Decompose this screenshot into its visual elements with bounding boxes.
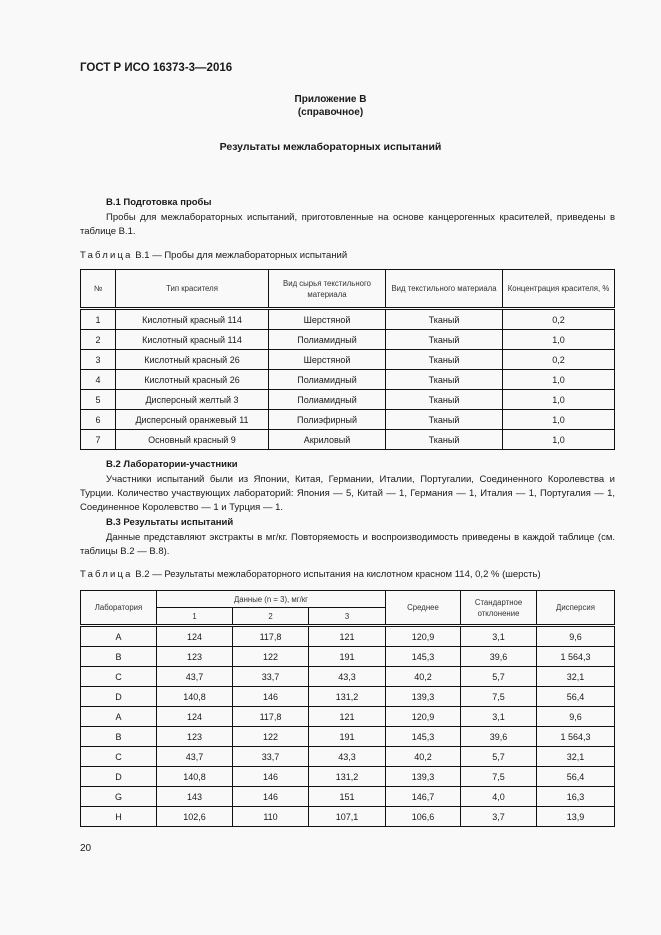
- section-b1-text-content: Пробы для межлабораторных испытаний, приготовленные на основе канцерогенных красителей, приведены в таблице В.1.: [80, 212, 615, 237]
- table-cell: Кислотный красный 114: [116, 309, 269, 330]
- section-b2-text-content: Участники испытаний были из Японии, Китая, Германии, Италии, Португалии, Соединенного Королевства и Турции. Количество участвующих лабораторий: Япония — 5, Китай — 1, Германия — 1, Италия — 1, Португалия — 1, Соединенное Королевство — 1 и Турция — 1.: [80, 474, 615, 513]
- table-cell: 139,3: [386, 687, 461, 707]
- table-cell: 16,3: [537, 787, 615, 807]
- table-b2-header-lab: Лаборатория: [81, 591, 157, 626]
- table-cell: 2: [81, 330, 116, 350]
- table-cell: 3: [81, 350, 116, 370]
- table-cell: 140,8: [157, 687, 233, 707]
- table-cell: Тканый: [386, 390, 503, 410]
- table-cell: 1 564,3: [537, 727, 615, 747]
- table-b1-row: [81, 370, 615, 390]
- table-b1-header: Концентрация красителя, %: [503, 270, 615, 309]
- table-cell: 140,8: [157, 767, 233, 787]
- table-b2-row: [81, 787, 615, 807]
- table-b2-caption-prefix: Таблица: [80, 569, 133, 580]
- table-cell: 146: [233, 787, 309, 807]
- table-b2-row: [81, 647, 615, 667]
- table-cell: 0,2: [503, 350, 615, 370]
- table-cell: Кислотный красный 114: [116, 330, 269, 350]
- table-cell: 121: [309, 707, 386, 727]
- table-b1-caption-prefix: Таблица: [80, 250, 133, 261]
- table-cell: 191: [309, 647, 386, 667]
- table-cell: 40,2: [386, 667, 461, 687]
- table-cell: 122: [233, 727, 309, 747]
- table-cell: 7: [81, 430, 116, 450]
- table-cell: 9,6: [537, 707, 615, 727]
- table-cell: C: [81, 747, 157, 767]
- table-cell: 33,7: [233, 667, 309, 687]
- table-cell: 32,1: [537, 667, 615, 687]
- table-cell: H: [81, 807, 157, 827]
- table-cell: 56,4: [537, 767, 615, 787]
- table-cell: 0,2: [503, 309, 615, 330]
- section-b3-text: [80, 531, 615, 559]
- table-cell: 1,0: [503, 330, 615, 350]
- table-cell: Тканый: [386, 309, 503, 330]
- table-b2-header-row: [81, 591, 615, 608]
- table-b2-header-variance: Дисперсия: [537, 591, 615, 626]
- section-b3-heading: В.3 Результаты испытаний: [106, 517, 234, 528]
- table-cell: 123: [157, 727, 233, 747]
- table-cell: 121: [309, 626, 386, 647]
- table-cell: 145,3: [386, 647, 461, 667]
- table-b1-row: [81, 430, 615, 450]
- table-cell: 5: [81, 390, 116, 410]
- table-b2-header-std: Стандартное отклонение: [461, 591, 537, 626]
- table-b2-row: [81, 667, 615, 687]
- table-cell: 3,1: [461, 707, 537, 727]
- table-cell: 40,2: [386, 747, 461, 767]
- table-cell: 102,6: [157, 807, 233, 827]
- table-cell: 56,4: [537, 687, 615, 707]
- annex-title: Приложение В: [294, 94, 367, 105]
- section-b1-text: [80, 211, 615, 239]
- table-cell: 1 564,3: [537, 647, 615, 667]
- table-b2-row: [81, 767, 615, 787]
- section-b3-text-content: Данные представляют экстракты в мг/кг. Повторяемость и воспроизводимость приведены в каждой таблице (см. таблицы В.2 — В.8).: [80, 532, 615, 557]
- table-cell: 120,9: [386, 707, 461, 727]
- table-b1-row: [81, 410, 615, 430]
- table-b2-row: [81, 807, 615, 827]
- table-cell: Полиамидный: [269, 370, 386, 390]
- table-cell: 39,6: [461, 727, 537, 747]
- table-b1-row: [81, 350, 615, 370]
- table-cell: Полиамидный: [269, 390, 386, 410]
- annex-header: [0, 93, 661, 119]
- table-b1-row: [81, 390, 615, 410]
- table-b2-subheader: 2: [233, 608, 309, 626]
- table-b1-caption: [80, 250, 347, 261]
- table-cell: 1: [81, 309, 116, 330]
- annex-subtitle: (справочное): [297, 107, 364, 118]
- table-b2-row: [81, 626, 615, 647]
- table-cell: Дисперсный оранжевый 11: [116, 410, 269, 430]
- table-cell: 117,8: [233, 626, 309, 647]
- table-cell: 1,0: [503, 390, 615, 410]
- table-cell: Кислотный красный 26: [116, 370, 269, 390]
- table-cell: 1,0: [503, 370, 615, 390]
- table-cell: 5,7: [461, 747, 537, 767]
- table-cell: Тканый: [386, 350, 503, 370]
- table-cell: 106,6: [386, 807, 461, 827]
- table-b2-row: [81, 707, 615, 727]
- table-cell: 191: [309, 727, 386, 747]
- table-cell: 131,2: [309, 767, 386, 787]
- table-b1: [80, 269, 615, 450]
- table-cell: 1,0: [503, 430, 615, 450]
- table-cell: 151: [309, 787, 386, 807]
- table-cell: 131,2: [309, 687, 386, 707]
- table-cell: 124: [157, 707, 233, 727]
- table-cell: Шерстяной: [269, 309, 386, 330]
- table-cell: 43,3: [309, 747, 386, 767]
- table-cell: 117,8: [233, 707, 309, 727]
- table-cell: Шерстяной: [269, 350, 386, 370]
- table-cell: A: [81, 707, 157, 727]
- table-cell: Тканый: [386, 330, 503, 350]
- table-cell: Тканый: [386, 430, 503, 450]
- table-cell: Тканый: [386, 370, 503, 390]
- table-cell: D: [81, 687, 157, 707]
- table-cell: 122: [233, 647, 309, 667]
- table-cell: 43,7: [157, 747, 233, 767]
- document-code: ГОСТ Р ИСО 16373-3—2016: [80, 62, 233, 74]
- section-b1-heading: В.1 Подготовка пробы: [106, 197, 212, 208]
- table-cell: Полиэфирный: [269, 410, 386, 430]
- table-cell: 6: [81, 410, 116, 430]
- table-b2-row: [81, 687, 615, 707]
- table-cell: 39,6: [461, 647, 537, 667]
- table-cell: 4: [81, 370, 116, 390]
- table-b2-subheader: 1: [157, 608, 233, 626]
- table-cell: 5,7: [461, 667, 537, 687]
- table-cell: 120,9: [386, 626, 461, 647]
- table-cell: 146: [233, 767, 309, 787]
- table-b1-header: Вид сырья текстильного материала: [269, 270, 386, 309]
- table-b1-header: №: [81, 270, 116, 309]
- table-cell: 43,3: [309, 667, 386, 687]
- table-b2-subheader: 3: [309, 608, 386, 626]
- table-cell: B: [81, 727, 157, 747]
- section-b2-heading: В.2 Лаборатории-участники: [106, 459, 238, 470]
- page-number: 20: [80, 843, 92, 854]
- table-cell: 13,9: [537, 807, 615, 827]
- table-cell: G: [81, 787, 157, 807]
- table-cell: 146: [233, 687, 309, 707]
- table-cell: Полиамидный: [269, 330, 386, 350]
- table-b2-row: [81, 727, 615, 747]
- table-cell: 110: [233, 807, 309, 827]
- table-cell: 32,1: [537, 747, 615, 767]
- table-cell: 4,0: [461, 787, 537, 807]
- table-cell: D: [81, 767, 157, 787]
- table-cell: 107,1: [309, 807, 386, 827]
- table-b1-row: [81, 309, 615, 330]
- table-b2-caption: [80, 569, 541, 580]
- table-cell: 145,3: [386, 727, 461, 747]
- table-cell: 7,5: [461, 687, 537, 707]
- table-cell: 7,5: [461, 767, 537, 787]
- table-b1-caption-text: В.1 — Пробы для межлабораторных испытаний: [135, 250, 348, 261]
- table-b1-header-row: [81, 270, 615, 309]
- table-b2-row: [81, 747, 615, 767]
- table-cell: 139,3: [386, 767, 461, 787]
- table-cell: 9,6: [537, 626, 615, 647]
- table-b2-header-mean: Среднее: [386, 591, 461, 626]
- table-cell: Акриловый: [269, 430, 386, 450]
- table-cell: 3,1: [461, 626, 537, 647]
- table-cell: 43,7: [157, 667, 233, 687]
- table-cell: Основный красный 9: [116, 430, 269, 450]
- table-b2: [80, 590, 615, 827]
- table-cell: 1,0: [503, 410, 615, 430]
- table-b2-header-data-group: Данные (n = 3), мг/кг: [157, 591, 386, 608]
- table-cell: B: [81, 647, 157, 667]
- table-b1-header: Тип красителя: [116, 270, 269, 309]
- section-b2-text: [80, 473, 615, 515]
- table-cell: 143: [157, 787, 233, 807]
- table-cell: 123: [157, 647, 233, 667]
- table-cell: Дисперсный желтый 3: [116, 390, 269, 410]
- table-cell: 3,7: [461, 807, 537, 827]
- table-cell: 124: [157, 626, 233, 647]
- table-cell: 33,7: [233, 747, 309, 767]
- table-cell: 146,7: [386, 787, 461, 807]
- table-cell: Тканый: [386, 410, 503, 430]
- table-cell: A: [81, 626, 157, 647]
- table-cell: C: [81, 667, 157, 687]
- table-b2-caption-text: В.2 — Результаты межлабораторного испытания на кислотном красном 114, 0,2 % (шерсть): [135, 569, 541, 580]
- table-b1-row: [81, 330, 615, 350]
- table-cell: Кислотный красный 26: [116, 350, 269, 370]
- table-b1-header: Вид текстильного материала: [386, 270, 503, 309]
- annex-heading: Результаты межлабораторных испытаний: [219, 141, 442, 153]
